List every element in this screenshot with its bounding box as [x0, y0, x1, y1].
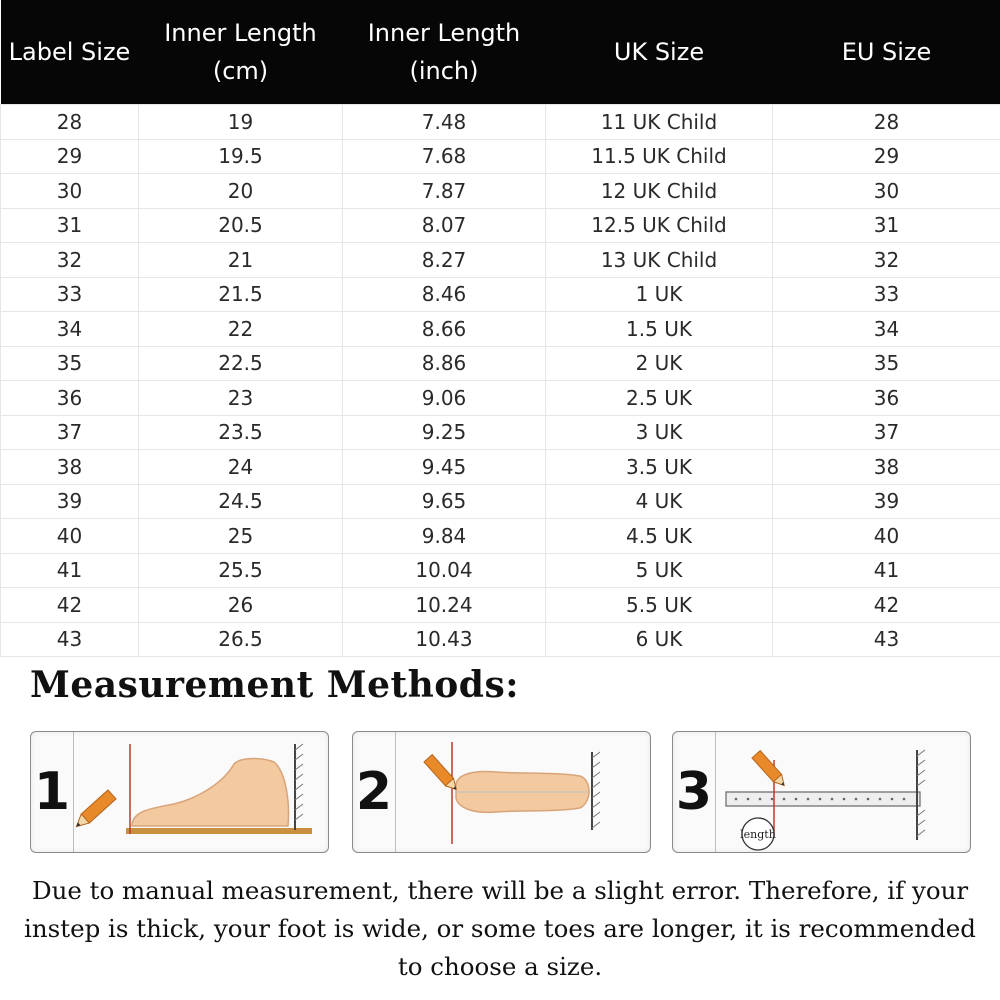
table-row	[1, 346, 1000, 381]
table-cell: 2.5 UK	[546, 381, 773, 416]
table-cell: 22	[139, 312, 343, 347]
table-header	[1, 0, 1000, 105]
table-row	[1, 243, 1000, 278]
header-uk-size: UK Size	[546, 0, 773, 105]
table-row	[1, 450, 1000, 485]
table-cell: 42	[773, 588, 1000, 623]
table-cell: 9.65	[343, 484, 546, 519]
table-cell: 34	[1, 312, 139, 347]
table-cell: 4 UK	[546, 484, 773, 519]
table-body	[1, 105, 1000, 657]
table-cell: 32	[773, 243, 1000, 278]
table-cell: 5.5 UK	[546, 588, 773, 623]
table-cell: 10.43	[343, 622, 546, 657]
table-cell: 7.48	[343, 105, 546, 140]
header-label-size: Label Size	[1, 0, 139, 105]
step-number: 1	[31, 732, 74, 852]
table-cell: 23	[139, 381, 343, 416]
table-cell: 20.5	[139, 208, 343, 243]
table-cell: 12.5 UK Child	[546, 208, 773, 243]
table-cell: 34	[773, 312, 1000, 347]
table-cell: 10.24	[343, 588, 546, 623]
step-number: 3	[673, 732, 716, 852]
table-row	[1, 381, 1000, 416]
table-cell: 20	[139, 174, 343, 209]
table-cell: 39	[773, 484, 1000, 519]
table-cell: 24.5	[139, 484, 343, 519]
table-cell: 8.07	[343, 208, 546, 243]
table-cell: 35	[773, 346, 1000, 381]
table-cell: 21.5	[139, 277, 343, 312]
table-cell: 33	[773, 277, 1000, 312]
table-cell: 37	[1, 415, 139, 450]
table-cell: 29	[773, 139, 1000, 174]
table-row	[1, 553, 1000, 588]
table-cell: 3 UK	[546, 415, 773, 450]
table-cell: 19	[139, 105, 343, 140]
table-cell: 9.06	[343, 381, 546, 416]
measurement-note: Due to manual measurement, there will be a slight error. Therefore, if your instep is thick, your foot is wide, or some toes are longer, it is recommended to choose a size.	[24, 876, 976, 981]
table-row	[1, 415, 1000, 450]
foot-top-view-with-pencil-icon	[396, 732, 648, 852]
table-cell: 8.86	[343, 346, 546, 381]
table-cell: 1 UK	[546, 277, 773, 312]
table-cell: 22.5	[139, 346, 343, 381]
table-cell: 35	[1, 346, 139, 381]
table-row	[1, 312, 1000, 347]
table-cell: 28	[1, 105, 139, 140]
table-cell: 26	[139, 588, 343, 623]
table-cell: 39	[1, 484, 139, 519]
table-row	[1, 588, 1000, 623]
table-cell: 8.66	[343, 312, 546, 347]
table-cell: 37	[773, 415, 1000, 450]
table-cell: 9.25	[343, 415, 546, 450]
table-cell: 41	[773, 553, 1000, 588]
table-cell: 5 UK	[546, 553, 773, 588]
table-cell: 11 UK Child	[546, 105, 773, 140]
table-cell: 25.5	[139, 553, 343, 588]
table-cell: 3.5 UK	[546, 450, 773, 485]
step-number: 2	[353, 732, 396, 852]
table-cell: 9.45	[343, 450, 546, 485]
table-row	[1, 208, 1000, 243]
table-cell: 12 UK Child	[546, 174, 773, 209]
table-row	[1, 484, 1000, 519]
table-cell: 38	[773, 450, 1000, 485]
table-row	[1, 519, 1000, 554]
ruler-with-pencil-icon	[716, 732, 968, 852]
header-inner-length-inch: Inner Length (inch)	[343, 0, 546, 105]
measurement-step-1	[30, 731, 329, 853]
table-cell: 41	[1, 553, 139, 588]
table-cell: 36	[773, 381, 1000, 416]
table-cell: 30	[773, 174, 1000, 209]
table-cell: 30	[1, 174, 139, 209]
table-cell: 7.68	[343, 139, 546, 174]
table-cell: 32	[1, 243, 139, 278]
table-cell: 38	[1, 450, 139, 485]
length-label: length	[740, 828, 776, 841]
table-cell: 40	[1, 519, 139, 554]
table-cell: 25	[139, 519, 343, 554]
table-cell: 43	[773, 622, 1000, 657]
table-row	[1, 174, 1000, 209]
table-cell: 23.5	[139, 415, 343, 450]
table-cell: 31	[773, 208, 1000, 243]
table-cell: 1.5 UK	[546, 312, 773, 347]
table-cell: 2 UK	[546, 346, 773, 381]
table-cell: 9.84	[343, 519, 546, 554]
foot-side-view-with-pencil-icon	[74, 732, 326, 852]
table-cell: 8.27	[343, 243, 546, 278]
measurement-methods-title: Measurement Methods:	[30, 664, 520, 706]
header-eu-size: EU Size	[773, 0, 1000, 105]
table-cell: 29	[1, 139, 139, 174]
table-cell: 6 UK	[546, 622, 773, 657]
table-cell: 28	[773, 105, 1000, 140]
table-row	[1, 105, 1000, 140]
table-cell: 31	[1, 208, 139, 243]
table-cell: 4.5 UK	[546, 519, 773, 554]
table-cell: 33	[1, 277, 139, 312]
table-cell: 13 UK Child	[546, 243, 773, 278]
table-row	[1, 277, 1000, 312]
header-inner-length-cm: Inner Length (cm)	[139, 0, 343, 105]
measurement-step-2	[352, 731, 651, 853]
table-cell: 10.04	[343, 553, 546, 588]
table-row	[1, 622, 1000, 657]
measurement-step-3	[672, 731, 971, 853]
table-cell: 40	[773, 519, 1000, 554]
table-cell: 24	[139, 450, 343, 485]
table-cell: 36	[1, 381, 139, 416]
table-cell: 43	[1, 622, 139, 657]
table-cell: 11.5 UK Child	[546, 139, 773, 174]
table-cell: 7.87	[343, 174, 546, 209]
table-cell: 19.5	[139, 139, 343, 174]
table-cell: 8.46	[343, 277, 546, 312]
table-cell: 26.5	[139, 622, 343, 657]
table-cell: 42	[1, 588, 139, 623]
table-cell: 21	[139, 243, 343, 278]
table-row	[1, 139, 1000, 174]
